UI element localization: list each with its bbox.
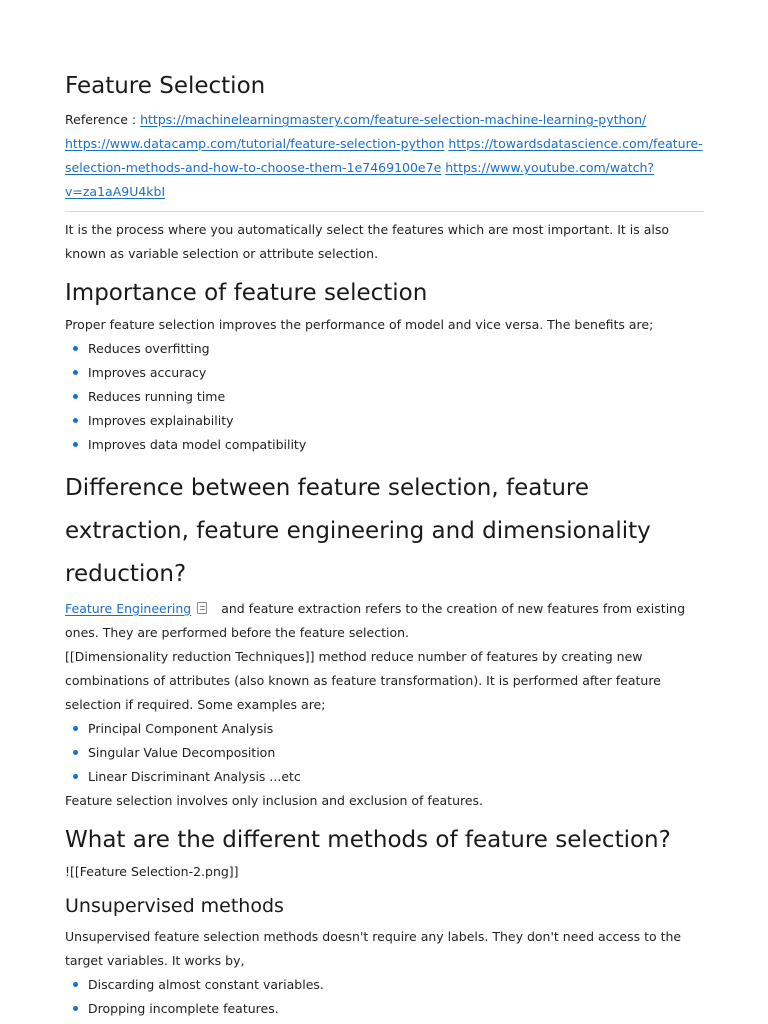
- unsupervised-heading: Unsupervised methods: [65, 895, 284, 917]
- examples-list: [65, 717, 704, 789]
- bullet-icon: [73, 726, 78, 731]
- bullet-icon: [73, 346, 78, 351]
- list-item: Improves data model compatibility: [65, 433, 704, 457]
- list-item: Dropping incomplete features.: [65, 997, 704, 1021]
- reference-link-1[interactable]: https://machinelearningmastery.com/feature-selection-machine-learning-python/: [140, 112, 647, 127]
- reference-link-4[interactable]: https://www.youtube.com/watch?v=za1aA9U4kbI: [65, 160, 655, 199]
- list-item: Discarding almost constant variables.: [65, 973, 704, 997]
- list-item: Reduces running time: [65, 385, 704, 409]
- importance-lead: Proper feature selection improves the performance of model and vice versa. The benefits are;: [65, 317, 654, 332]
- intro-paragraph: It is the process where you automatically select the features which are most important. It is also known as variable selection or attribute selection.: [65, 222, 670, 261]
- bullet-icon: [73, 774, 78, 779]
- feature-engineering-link[interactable]: Feature Engineering: [65, 601, 192, 616]
- bullet-icon: [73, 394, 78, 399]
- list-item: Improves accuracy: [65, 361, 704, 385]
- note-icon[interactable]: [197, 602, 207, 614]
- importance-list: [65, 337, 704, 457]
- bullet-icon: [73, 982, 78, 987]
- difference-paragraph-1: Feature Engineering and feature extraction refers to the creation of new features from existing ones. They are performed before the feature selection.: [65, 601, 686, 640]
- unsupervised-lead: Unsupervised feature selection methods doesn't require any labels. They don't need access to the target variables. It works by,: [65, 929, 682, 968]
- methods-heading: What are the different methods of feature selection?: [65, 827, 671, 853]
- image-embed-text: ![[Feature Selection-2.png]]: [65, 864, 239, 879]
- reference-link-3[interactable]: https://towardsdatascience.com/feature-selection-methods-and-how-to-choose-them-1e7469100e7e: [65, 136, 703, 175]
- horizontal-rule: [65, 211, 704, 212]
- unsupervised-list: [65, 973, 704, 1021]
- bullet-icon: [73, 1006, 78, 1011]
- list-item: Linear Discriminant Analysis ...etc: [65, 765, 704, 789]
- list-item: Singular Value Decomposition: [65, 741, 704, 765]
- bullet-icon: [73, 418, 78, 423]
- bullet-icon: [73, 750, 78, 755]
- difference-heading: Difference between feature selection, feature extraction, feature engineering and dimensionality reduction?: [65, 475, 651, 587]
- list-item: Improves explainability: [65, 409, 704, 433]
- difference-paragraph-2: [[Dimensionality reduction Techniques]] method reduce number of features by creating new combinations of attributes (also known as feature transformation). It is performed after feature selection if required. Some examples are;: [65, 649, 661, 712]
- list-item: Principal Component Analysis: [65, 717, 704, 741]
- bullet-icon: [73, 442, 78, 447]
- importance-heading: Importance of feature selection: [65, 280, 428, 306]
- reference-label: Reference :: [65, 112, 141, 127]
- reference-link-2[interactable]: https://www.datacamp.com/tutorial/feature-selection-python: [65, 136, 445, 151]
- list-item: Reduces overfitting: [65, 337, 704, 361]
- page-title: Feature Selection: [65, 73, 266, 99]
- reference-paragraph: [65, 108, 704, 204]
- difference-closing: Feature selection involves only inclusion and exclusion of features.: [65, 793, 484, 808]
- bullet-icon: [73, 370, 78, 375]
